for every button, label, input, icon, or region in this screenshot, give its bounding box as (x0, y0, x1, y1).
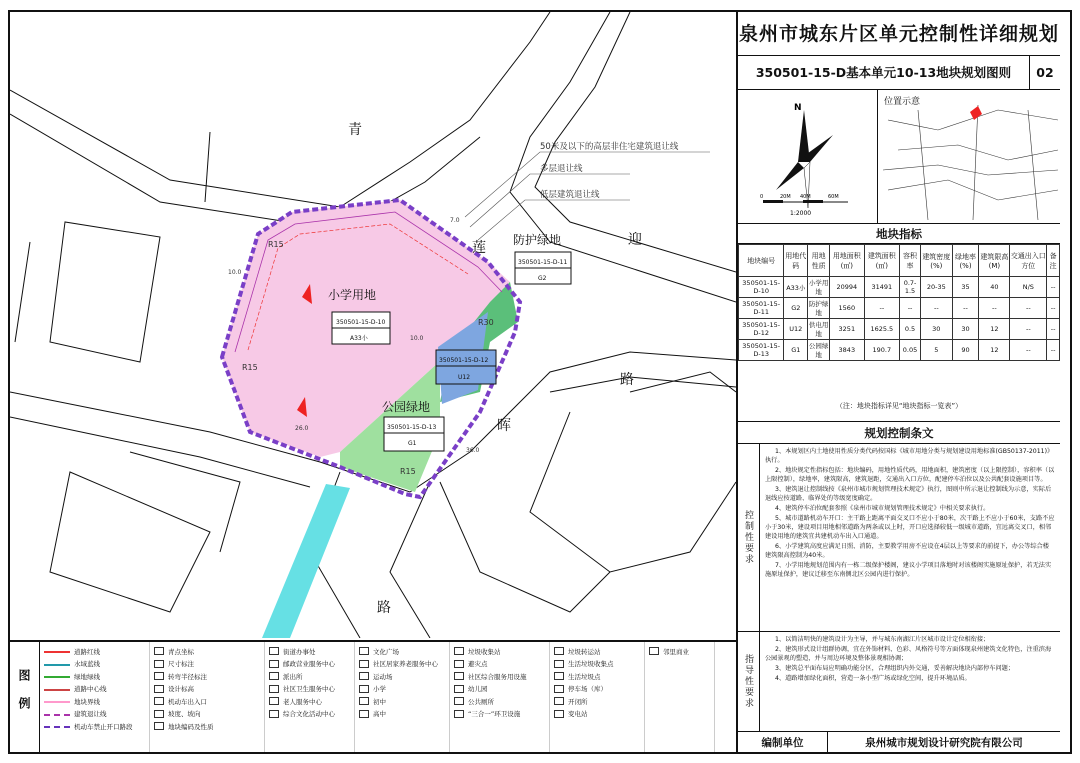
unit-row (738, 732, 1060, 754)
indicator-table (738, 244, 1060, 361)
legend-item (554, 645, 640, 658)
legend-item (359, 683, 445, 696)
plan-subtitle: 350501-15-D基本单元10-13地块规划图则 (738, 56, 1030, 89)
guide-label: 指导性要求 (738, 632, 760, 731)
col-header: 建筑限高(M) (979, 245, 1010, 277)
legend-item (269, 695, 350, 708)
location-map-svg (878, 90, 1062, 224)
zone-name-park: 公园绿地 (382, 400, 431, 414)
rules-label: 控制性要求 (738, 444, 760, 631)
indicator-cell: -- (1047, 298, 1060, 319)
legend-item (554, 683, 640, 696)
legend-item-label: 小学 (373, 685, 386, 694)
zone-code-utility: 350501-15-D-12 (439, 357, 489, 364)
plan-map (10, 12, 736, 638)
legend-line-swatch (44, 662, 70, 666)
zone-code-park: 350501-15-D-13 (387, 424, 437, 431)
legend-line-swatch (44, 724, 70, 728)
indicator-cell: -- (1047, 277, 1060, 298)
legend-line-swatch (44, 687, 70, 691)
legend-item (359, 708, 445, 721)
indicator-row (739, 319, 1060, 340)
legend-item (269, 708, 350, 721)
col-header: 绿地率(%) (952, 245, 979, 277)
scale-tick-3: 60M (828, 194, 839, 200)
indicator-cell: 供电用地 (808, 319, 830, 340)
rules-section (738, 444, 1060, 632)
legend-item (154, 670, 260, 683)
road-char-6: 路 (377, 600, 391, 616)
indicator-cell: -- (921, 298, 952, 319)
legend-item-label: 幼儿园 (468, 685, 488, 694)
legend-symbol-icon (154, 647, 164, 655)
indicator-cell: 350501-15-D-13 (739, 340, 784, 361)
legend-line-swatch (44, 699, 70, 703)
legend-item-label: 老人服务中心 (283, 697, 322, 706)
legend-item-label: 变电站 (568, 710, 588, 719)
site-marker (970, 106, 982, 120)
legend-item-label: 建筑退让线 (74, 710, 107, 719)
legend-item-label: 社区卫生服务中心 (283, 685, 335, 694)
dim-1: 7.0 (450, 217, 460, 224)
legend-item-label: 高中 (373, 710, 386, 719)
legend-symbol-icon (269, 685, 279, 693)
rules-item: 3、建筑退让控制线按《泉州市城市规划管理技术规定》执行，图则中所示退让控制线为示意，实际后退线应按道路、临界处的等级宽度确定。 (765, 485, 1052, 502)
legend-symbol-icon (154, 697, 164, 705)
rules-item: 7、小学用地规划范围内有一栋二级保护楼阁，建议小学项目落地时对该楼阁实施原址保护，若无法实施原址保护，建议迁移至东南侧北区公园内进行保护。 (765, 561, 1052, 578)
legend-item-label: 社区综合服务用设施 (468, 672, 527, 681)
indicator-cell: G2 (784, 298, 808, 319)
indicator-cell: -- (1010, 319, 1047, 340)
indicator-cell: 31491 (864, 277, 899, 298)
col-header: 地块编号 (739, 245, 784, 277)
zone-type-school: A33小 (350, 335, 368, 342)
indicator-cell: 1625.5 (864, 319, 899, 340)
legend-item-label: 设计标高 (168, 685, 194, 694)
indicator-cell: 90 (952, 340, 979, 361)
legend-symbol-icon (454, 710, 464, 718)
legend-item-label: 停车场（库） (568, 685, 607, 694)
indicator-cell: -- (1010, 298, 1047, 319)
legend-symbol-icon (454, 647, 464, 655)
legend-item-label: 生活垃圾点 (568, 672, 601, 681)
legend-item (359, 670, 445, 683)
indicator-cell: 30 (952, 319, 979, 340)
legend-item-label: 邻里商业 (663, 647, 689, 656)
legend-item-label: 机动车出入口 (168, 697, 207, 706)
legend-symbol-icon (269, 647, 279, 655)
legend-item-label: 水域蓝线 (74, 660, 100, 669)
plan-title: 泉州市城东片区单元控制性详细规划 (738, 12, 1060, 56)
legend-item-label: 垃圾转运站 (568, 647, 601, 656)
col-header: 备注 (1047, 245, 1060, 277)
col-header: 建筑面积(㎡) (864, 245, 899, 277)
indicator-cell: 30 (921, 319, 952, 340)
guides-item: 1、以简洁明快的建筑设计为主导，并与城东南湖江片区城市设计定位相衔接； (775, 636, 990, 643)
legend-symbol-icon (359, 710, 369, 718)
legend-symbol-icon (359, 647, 369, 655)
legend-item (44, 658, 145, 671)
guide-section (738, 632, 1060, 732)
rules-item: 1、本规划区内土地使用性质分类代码按国标《城市用地分类与规划建设用地标准(GB50137-2011)》执行。 (765, 448, 1054, 464)
guides-item: 3、建筑总平面布局应明确功能分区，合理组织内外交通，妥善解决地块内部停车问题； (775, 664, 1015, 672)
rules-item: 4、建筑停车泊位配套参照《泉州市城市规划管理技术规定》中相关要求执行。 (775, 504, 990, 512)
legend-item-label: 开闭所 (568, 697, 588, 706)
location-label: 位置示意 (884, 97, 921, 107)
zone-type-park: G1 (408, 440, 417, 447)
legend-item (454, 670, 545, 683)
legend-column (265, 642, 355, 752)
legend-column (40, 642, 150, 752)
zone-type-protect: G2 (538, 275, 547, 282)
rules-item: 2、地块规定性指标包括：地块编码，用地性质代码，用地面积，建筑密度（以上限控制），容积率（以上限控制），绿地率，建筑限高，建筑退距，交通出入口方位，配建停车泊位以及公共配套设施项目等。 (765, 466, 1055, 483)
indicator-cell: 0.5 (900, 319, 921, 340)
legend-item (359, 658, 445, 671)
col-header: 用地性质 (808, 245, 830, 277)
rules-body (760, 444, 1060, 631)
guides-item: 4、道路增加绿化面积，营造一条小型广场或绿化空间，提升环境品质。 (775, 674, 971, 682)
legend-item (554, 708, 640, 721)
road-char-2: 莲 (472, 240, 486, 256)
north-arrow-icon (738, 90, 878, 224)
indicator-row (739, 298, 1060, 319)
legend-symbol-icon (269, 697, 279, 705)
indicator-cell: -- (1047, 340, 1060, 361)
indicator-row (739, 277, 1060, 298)
legend-symbol-icon (154, 685, 164, 693)
legend-item (454, 683, 545, 696)
legend-item (154, 720, 260, 733)
legend-line-swatch (44, 674, 70, 678)
indicator-cell: 12 (979, 340, 1010, 361)
col-header: 建筑密度(%) (921, 245, 952, 277)
legend-item (554, 658, 640, 671)
legend-symbol-icon (269, 660, 279, 668)
setback-label-2: 多层退让线 (540, 164, 583, 174)
legend-item (44, 683, 145, 696)
legend-symbol-icon (554, 672, 564, 680)
col-header: 用地面积(㎡) (829, 245, 864, 277)
legend-item (44, 670, 145, 683)
guide-body (760, 632, 1060, 731)
unit-label: 编制单位 (738, 732, 828, 754)
legend-symbol-icon (154, 672, 164, 680)
indicator-cell: 350501-15-D-11 (739, 298, 784, 319)
legend-symbol-icon (359, 660, 369, 668)
legend-item-label: 公共厕所 (468, 697, 494, 706)
road-char-3: 迎 (628, 232, 642, 248)
col-header: 交通出入口方位 (1010, 245, 1047, 277)
scale-tick-0: 0 (760, 194, 764, 200)
legend-column (450, 642, 550, 752)
legend-columns (40, 642, 736, 752)
legend-symbol-icon (359, 672, 369, 680)
legend-item (554, 695, 640, 708)
dim-3: 26.0 (295, 425, 309, 432)
legend-item (269, 658, 350, 671)
indicator-title: 地块指标 (738, 224, 1060, 244)
indicator-cell: 12 (979, 319, 1010, 340)
indicator-cell: 3251 (829, 319, 864, 340)
legend-item-label: 地块界线 (74, 697, 100, 706)
legend-item-label: 地块编码及性质 (168, 722, 214, 731)
indicator-body (739, 277, 1060, 361)
legend-item-label: 坡度、坡向 (168, 710, 201, 719)
radius-4: R15 (400, 467, 416, 476)
plan-subtitle-row (738, 56, 1060, 90)
legend-symbol-icon (269, 710, 279, 718)
indicator-cell: 防护绿地 (808, 298, 830, 319)
indicator-cell: 40 (979, 277, 1010, 298)
legend-item (44, 695, 145, 708)
location-map (878, 90, 1062, 223)
legend-item (359, 695, 445, 708)
legend-item (269, 645, 350, 658)
dim-2: 10.0 (228, 269, 242, 276)
legend-item (454, 658, 545, 671)
indicator-cell: 350501-15-D-10 (739, 277, 784, 298)
legend-item-label: 社区居家养老服务中心 (373, 660, 438, 669)
legend-item-label: 机动车禁止开口路段 (74, 722, 133, 731)
legend-item (359, 645, 445, 658)
legend-item-label: 转弯半径标注 (168, 672, 207, 681)
legend-symbol-icon (154, 722, 164, 730)
legend-column (150, 642, 265, 752)
indicator-cell: 小学用地 (808, 277, 830, 298)
indicator-note: （注：地块指标详见“地块指标一览表”） (835, 402, 963, 410)
legend-item-label: 垃圾收集站 (468, 647, 501, 656)
legend-item (154, 645, 260, 658)
legend-item-label: 文化广场 (373, 647, 399, 656)
plan-map-svg (10, 12, 736, 638)
indicator-header-row (739, 245, 1060, 277)
legend-item-label: 青点坐标 (168, 647, 194, 656)
legend-symbol-icon (554, 647, 564, 655)
legend (10, 640, 736, 752)
zone-code-protect: 350501-15-D-11 (518, 259, 568, 266)
indicator-cell: -- (979, 298, 1010, 319)
side-panel (736, 12, 1060, 752)
legend-line-swatch (44, 649, 70, 653)
indicator-cell: -- (1010, 340, 1047, 361)
legend-item-label: 绿地绿线 (74, 672, 100, 681)
legend-symbol-icon (154, 710, 164, 718)
setback-label-3: 低层建筑退让线 (540, 190, 600, 200)
dim-5: 10.0 (410, 335, 424, 342)
legend-symbol-icon (359, 685, 369, 693)
legend-item-label: 邮政营业服务中心 (283, 660, 335, 669)
legend-item-label: 道路红线 (74, 647, 100, 656)
legend-symbol-icon (454, 660, 464, 668)
legend-item (649, 645, 710, 658)
legend-symbol-icon (454, 685, 464, 693)
rules-title: 规划控制条文 (738, 422, 1060, 444)
radius-2: R15 (268, 240, 284, 249)
guides-item: 2、建筑形式设计组群协调，宜在外饰材料、色彩、风格符号等方面体现泉州建筑文化特色，注重滨海公园景观的塑造，并与周边环境及整体景观相协调； (765, 645, 1052, 662)
setback-label-1: 50米及以下的高层非住宅建筑退让线 (540, 142, 679, 152)
legend-item-label: 生活垃圾收集点 (568, 660, 614, 669)
legend-symbol-icon (554, 660, 564, 668)
indicator-cell: -- (864, 298, 899, 319)
legend-symbol-icon (154, 660, 164, 668)
legend-item (44, 645, 145, 658)
rules-item: 6、小学建筑高度应满足日照、消防，主要教学用房不应设在4层以上等要求的前提下，办公等综合楼建筑限高控制为40米。 (765, 542, 1049, 559)
legend-item (44, 720, 145, 733)
legend-symbol-icon (269, 672, 279, 680)
unit-value: 泉州城市规划设计研究院有限公司 (865, 737, 1023, 749)
radius-1: R15 (242, 363, 258, 372)
legend-symbol-icon (454, 672, 464, 680)
col-header: 用地代码 (784, 245, 808, 277)
legend-item-label: 尺寸标注 (168, 660, 194, 669)
legend-column (550, 642, 645, 752)
indicator-cell: -- (900, 298, 921, 319)
scale-text: 1:2000 (790, 210, 812, 217)
indicator-cell: 350501-15-D-12 (739, 319, 784, 340)
scale-tick-2: 40M (800, 194, 811, 200)
legend-item (269, 683, 350, 696)
radius-3: R30 (478, 318, 494, 327)
legend-item-label: 避灾点 (468, 660, 488, 669)
legend-item-label: 运动场 (373, 672, 393, 681)
legend-item (44, 708, 145, 721)
legend-symbol-icon (554, 685, 564, 693)
legend-item (154, 658, 260, 671)
legend-item (554, 670, 640, 683)
indicator-cell: A33小 (784, 277, 808, 298)
legend-item (269, 670, 350, 683)
water-channel (262, 484, 350, 638)
indicator-cell: 3843 (829, 340, 864, 361)
zone-code-school: 350501-15-D-10 (336, 319, 386, 326)
road-char-4: 路 (620, 372, 634, 388)
legend-label: 图例 (10, 642, 40, 752)
legend-symbol-icon (454, 697, 464, 705)
legend-item-label: 道路中心线 (74, 685, 107, 694)
road-char-1: 青 (348, 122, 362, 138)
legend-column (355, 642, 450, 752)
legend-symbol-icon (554, 710, 564, 718)
zone-name-school: 小学用地 (328, 288, 377, 302)
legend-item-label: “三合一”环卫设施 (468, 710, 521, 719)
indicator-cell: 5 (921, 340, 952, 361)
legend-item-label: 派出所 (283, 672, 303, 681)
scale-tick-1: 20M (780, 194, 791, 200)
location-panel (738, 90, 1060, 224)
indicator-cell: 20-35 (921, 277, 952, 298)
indicator-row (739, 340, 1060, 361)
road-char-5: 晖 (497, 418, 511, 434)
legend-item (454, 695, 545, 708)
indicator-cell: 0.05 (900, 340, 921, 361)
dim-4: 36.0 (466, 447, 480, 454)
indicator-cell: 190.7 (864, 340, 899, 361)
indicator-cell: 35 (952, 277, 979, 298)
legend-column (645, 642, 715, 752)
indicator-cell: -- (952, 298, 979, 319)
legend-item (154, 683, 260, 696)
zone-type-utility: U12 (458, 374, 471, 381)
legend-line-swatch (44, 712, 70, 716)
legend-item (454, 708, 545, 721)
legend-item-label: 初中 (373, 697, 386, 706)
rules-item: 5、城市道路机动车开口：主干路上距离平面交叉口不应小于80米，次干路上不应小于60米，支路不应小于30米，建设项目用地相邻道路为两条或以上时，开口应选择较低一级城市道路，宜远离交叉口，相邻建设用地的建筑宜共建机动车出入口通道。 (765, 514, 1055, 540)
sheet-number: 02 (1036, 65, 1054, 80)
indicator-cell: N/S (1010, 277, 1047, 298)
legend-item (454, 645, 545, 658)
col-header: 容积率 (900, 245, 921, 277)
indicator-cell: G1 (784, 340, 808, 361)
zone-name-protect: 防护绿地 (513, 233, 562, 247)
indicator-cell: 20994 (829, 277, 864, 298)
legend-item (154, 708, 260, 721)
indicator-cell: 1560 (829, 298, 864, 319)
legend-item (154, 695, 260, 708)
north-label: N (794, 103, 802, 113)
indicator-cell: U12 (784, 319, 808, 340)
legend-symbol-icon (649, 647, 659, 655)
indicator-cell: -- (1047, 319, 1060, 340)
legend-item-label: 街道办事处 (283, 647, 316, 656)
indicator-table-wrap (738, 244, 1060, 422)
indicator-cell: 0.7-1.5 (900, 277, 921, 298)
legend-item-label: 综合文化活动中心 (283, 710, 335, 719)
legend-symbol-icon (359, 697, 369, 705)
legend-symbol-icon (554, 697, 564, 705)
north-arrow-panel (738, 90, 878, 223)
indicator-cell: 公园绿地 (808, 340, 830, 361)
